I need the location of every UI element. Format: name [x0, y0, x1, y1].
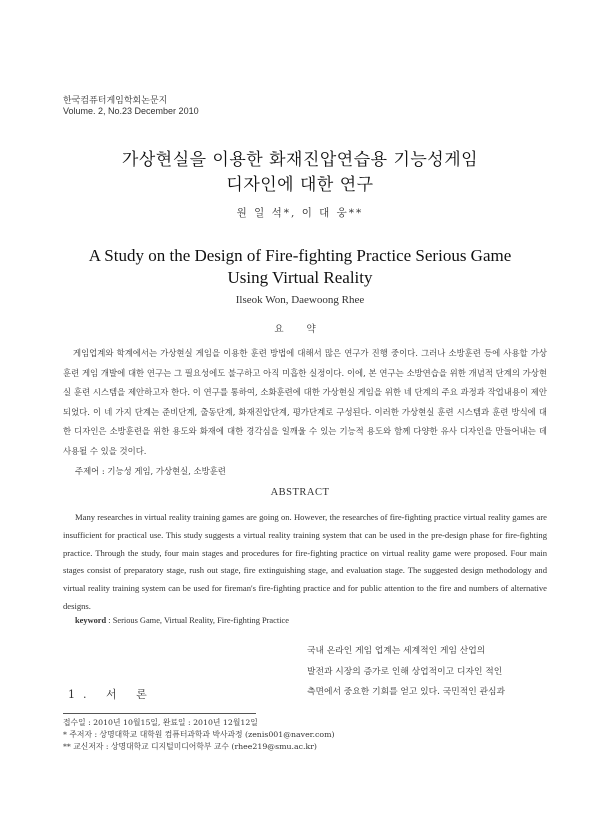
footnote-dates: 접수일 : 2010년 10월15일, 완료일 : 2010년 12월12일	[63, 718, 258, 727]
footnote-author-2: ** 교신저자 : 상명대학교 디지털미디어학부 교수 (rhee219@smu.ac.kr)	[63, 742, 317, 751]
abstract-en-heading: ABSTRACT	[270, 487, 330, 498]
journal-issue: Volume. 2, No.23 December 2010	[63, 106, 199, 116]
keywords-en	[75, 616, 289, 625]
title-en-line-2: Using Virtual Reality	[227, 268, 373, 287]
abstract-en-body: Many researches in virtual reality training games are going on. However, the researches of fire-fighting practice virtual reality games are insufficient for practical use. This study suggests a virtual reality training system that can be used in the pre-design phase for fire-fighting practice. Through the study, four main stages and procedures for fire-fighting practice on virtual reality game were proposed. Four main stages consist of preparatory stage, rush out stage, fire extinguishing stage, and evaluation stage. The suggested design methodology and virtual reality training system can be used for fireman's fire-fighting practice and for public attention to the fire and numbers of alternative designs.	[63, 512, 547, 611]
journal-header	[63, 95, 199, 117]
authors-en: Ilseok Won, Daewoong Rhee	[235, 294, 365, 306]
abstract-ko-body: 게임업계와 학계에서는 가상현실 게임을 이용한 훈련 방법에 대해서 많은 연구가 진행 중이다. 그러나 소방훈련 등에 사용할 가상훈련 게임 개발에 대한 연구는 그 필요성에도 불구하고 아직 미흡한 실정이다. 이에, 본 연구는 소방연습을 위한 개념적 단계의 가상현실 훈련 시스템을 제안하고자 한다. 이 연구를 통하여, 소화훈련에 대한 가상현실 게임을 위한 네 단계의 주요 과정과 작업내용이 제안되었다. 이 네 가지 단계는 준비단계, 출동단계, 화재진압단계, 평가단계로 구성된다. 이러한 가상현실 훈련 시스템과 훈련 방식에 대한 디자인은 소방훈련을 위한 용도와 화재에 대한 경각심을 일깨울 수 있는 기능적 용도와 함께 다양한 유사 디자인을 만들어내는 데 사용될 수 있을 것이다.	[63, 348, 547, 456]
title-ko-line-1: 가상현실을 이용한 화재진압연습용 기능성게임	[121, 150, 479, 170]
keywords-en-list: : Serious Game, Virtual Reality, Fire-fighting Practice	[106, 616, 289, 625]
keywords-ko: 주제어 : 기능성 게임, 가상현실, 소방훈련	[75, 466, 226, 476]
body-line-3: 측면에서 중요한 기회를 얻고 있다. 국민적인 관심과	[307, 687, 506, 697]
title-en-line-1: A Study on the Design of Fire-fighting Practice Serious Game	[88, 246, 512, 265]
keywords-en-label: keyword	[75, 616, 107, 625]
section-heading-intro: 1. 서 론	[68, 688, 155, 701]
body-line-1: 국내 온라인 게임 업계는 세계적인 게임 산업의	[307, 646, 486, 656]
title-ko-line-2: 디자인에 대한 연구	[226, 175, 374, 195]
journal-name: 한국컴퓨터게임학회논문지	[63, 95, 168, 105]
authors-ko: 원 일 석*, 이 대 웅**	[236, 207, 364, 219]
abstract-ko-heading: 요 약	[274, 324, 326, 335]
body-line-2: 발전과 시장의 증가로 인해 상업적이고 디자인 적인	[307, 667, 503, 677]
footnote-divider	[63, 713, 256, 714]
footnote-author-1: * 주저자 : 상명대학교 대학원 컴퓨터과학과 박사과정 (zenis001@naver.com)	[63, 730, 335, 739]
